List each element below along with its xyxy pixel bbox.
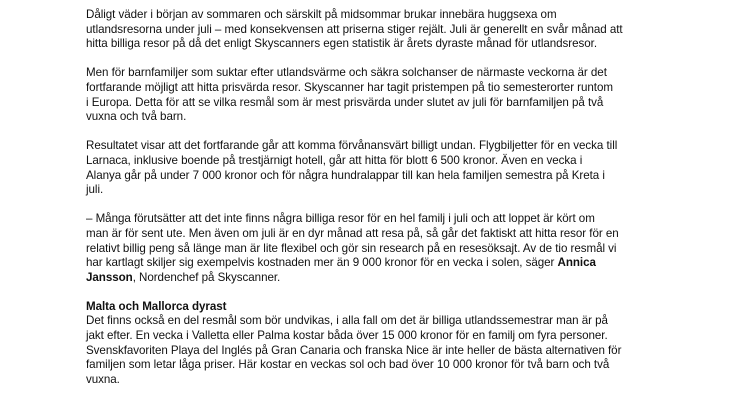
paragraph-spacer [86, 125, 726, 140]
section-heading-paragraph [86, 300, 726, 388]
text-line: juli. [86, 183, 104, 197]
text-line-with-speaker [86, 271, 726, 286]
paragraph-spacer [86, 52, 726, 67]
text-line: Dåligt väder i början av sommaren och särskilt på midsommar brukar innebära huggsexa om [86, 8, 557, 21]
text-line: hitta billiga resor på då det enligt Skyscanners egen statistik är årets dyraste månad för utlandsresor. [86, 37, 597, 51]
text-line: vuxna och två barn. [86, 110, 187, 124]
paragraph-results [86, 139, 726, 197]
text-line: – Många förutsätter att det inte finns några billiga resor för en hel familj i juli och att loppet är kört om [86, 212, 595, 226]
paragraph-quote [86, 212, 726, 285]
text-line: Men för barnfamiljer som suktar efter utlandsvärme och säkra solchanser de närmaste veckorna är det [86, 66, 607, 80]
text-line: fortfarande möjligt att hitta prisvärda resor. Skyscanner har tagit pristempen på tio semesterorter runtom [86, 80, 613, 94]
text-line: familjen som letar låga priser. Här kostar en veckas sol och bad över 10 000 kronor för två barn och två [86, 358, 610, 372]
speaker-role: , Nordenchef på Skyscanner. [132, 270, 281, 284]
text-line: relativt billig peng så länge man är lite flexibel och gör sin research på en resesöksajt. Av de tio resmål vi [86, 241, 617, 255]
speaker-last-name: Jansson [86, 270, 133, 284]
text-line: jakt efter. En vecka i Valletta eller Palma kostar båda över 15 000 kronor för en familj om fyra personer. [86, 329, 608, 343]
text-line: i Europa. Detta för att se vilka resmål som är mest prisvärda under slutet av juli för barnfamiljen på två [86, 95, 604, 109]
paragraph-spacer [86, 198, 726, 213]
text-line: utlandsresorna under juli – med konsekvensen att priserna stiger rejält. Juli är generellt en svår månad att [86, 22, 623, 36]
text-line: Alanya går på under 7 000 kronor och för några hundralappar till kan hela familjen semestra på Kreta i [86, 168, 605, 182]
section-heading: Malta och Mallorca dyrast [86, 299, 227, 313]
text-line: Det finns också en del resmål som bör undvikas, i alla fall om det är billiga utlandssemestrar man är på [86, 314, 608, 328]
speaker-first-name: Annica [557, 256, 596, 270]
paragraph-spacer [86, 285, 726, 300]
paragraph-families [86, 66, 726, 124]
text-line: man är för sent ute. Men även om juli är en dyr månad att resa på, så går det faktiskt att hitta resor för en [86, 226, 619, 240]
text-line: Resultatet visar att det fortfarande går att komma förvånansvärt billigt undan. Flygbiljetter för en vecka till [86, 139, 618, 153]
document-body [86, 8, 726, 387]
text-line: Svenskfavoriten Playa del Inglés på Gran Canaria och franska Nice är inte heller de bästa alternativen för [86, 343, 622, 357]
text-line: vuxna. [86, 372, 120, 386]
text-line-with-speaker [86, 256, 726, 271]
text-line: Larnaca, inklusive boende på trestjärnigt hotell, går att hitta för blott 6 500 kronor. Även en vecka i [86, 153, 583, 167]
paragraph-intro [86, 8, 726, 52]
text-line: har kartlagt skiljer sig exempelvis kostnaden mer än 9 000 kronor för en vecka i solen, säger [86, 256, 555, 270]
